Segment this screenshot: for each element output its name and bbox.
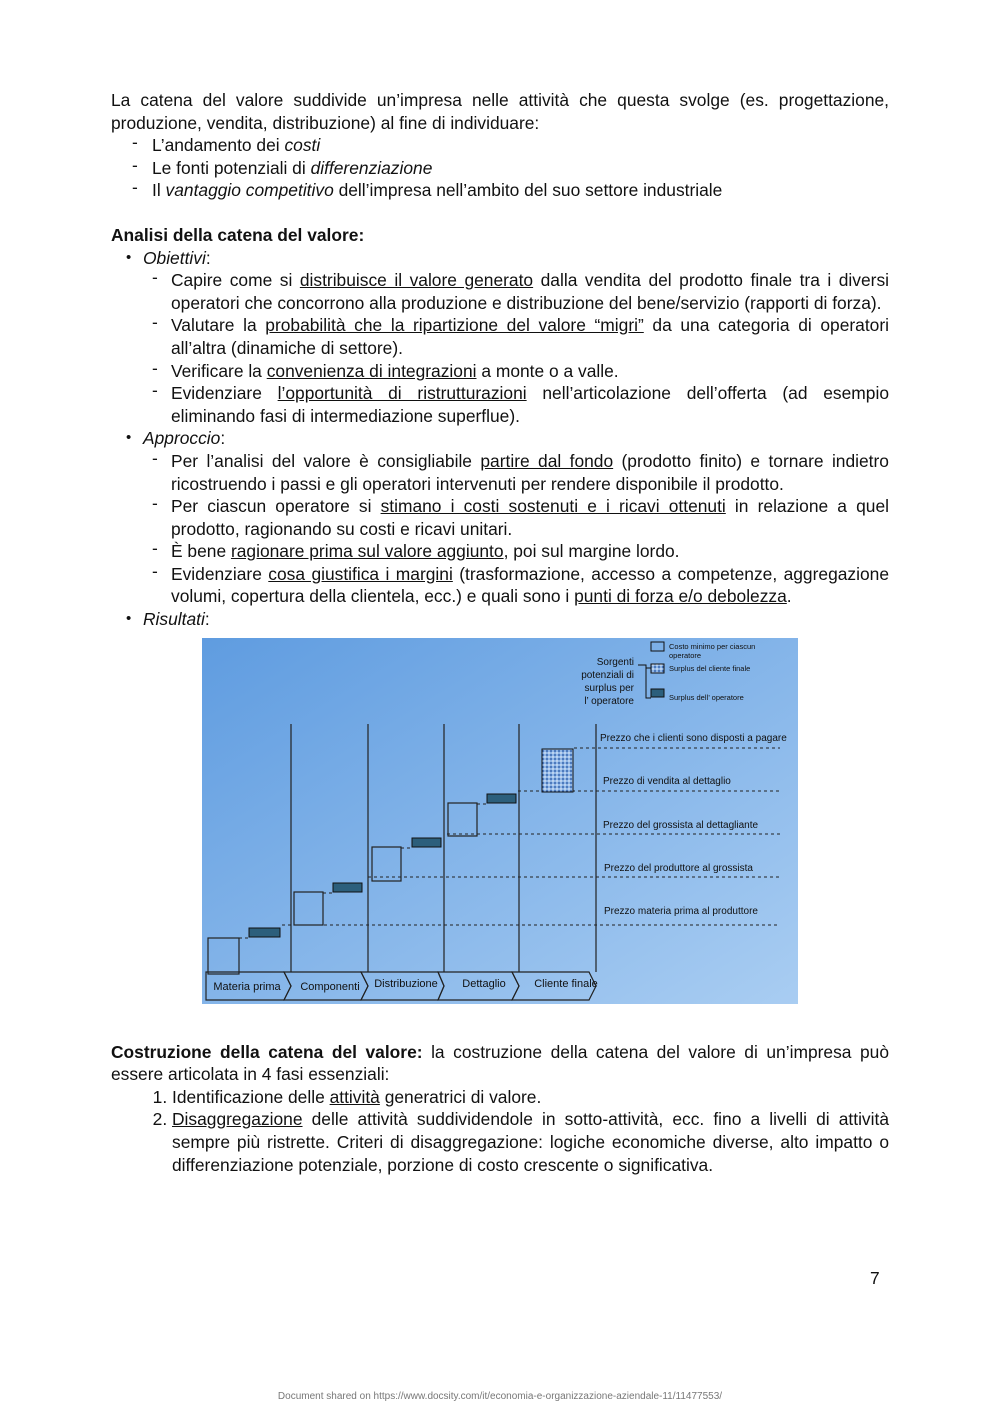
footer-source: Document shared on https://www.docsity.com/it/economia-e-organizzazione-aziendale-11/11477553/ xyxy=(277,1391,723,1402)
legend-title-line: potenziali di xyxy=(581,669,634,681)
stage-label: Componenti xyxy=(300,980,360,993)
operator-surplus-bar xyxy=(487,794,516,803)
legend-title-line: surplus per xyxy=(584,682,634,694)
price-label: Prezzo che i clienti sono disposti a pagare xyxy=(600,732,787,744)
list-item: - È bene ragionare prima sul valore aggiunto, poi sul margine lordo. xyxy=(171,540,889,563)
legend-label: Surplus del cliente finale xyxy=(669,663,751,673)
value-chain-figure xyxy=(111,631,889,1041)
list-item: - Evidenziare l’opportunità di ristrutturazioni nell’articolazione dell’offerta (ad esempio eliminando fasi di intermediazione superflue). xyxy=(171,382,889,427)
list-item: - Valutare la probabilità che la ripartizione del valore “migri” da una categoria di operatori all’altra (dinamiche di settore). xyxy=(171,314,889,359)
list-item: - Evidenziare cosa giustifica i margini (trasformazione, accesso a competenze, aggregazione volumi, copertura della clientela, ecc.) e quali sono i punti di forza e/o debolezza. xyxy=(171,563,889,608)
list-item: 2. Disaggregazione delle attività suddividendole in sotto-attività, ecc. fino a livelli di attività sempre più ristrette. Criteri di disaggregazione: logiche economiche diverse, alto impatto o differenziazione potenziale, porzione di costo crescente o significativa. xyxy=(172,1108,889,1176)
legend-swatch-operator-surplus xyxy=(651,689,664,697)
customer-surplus-block xyxy=(542,749,573,792)
list-item: - Capire come si distribuisce il valore generato dalla vendita del prodotto finale tra i diversi operatori che concorrono alla produzione e distribuzione del bene/servizio (rapporti di forza). xyxy=(171,269,889,314)
section-title-costruzione: Costruzione della catena del valore: xyxy=(111,1041,423,1062)
legend-label: Surplus dell’ operatore xyxy=(669,692,744,702)
approccio-list xyxy=(143,450,889,608)
page-number: 7 xyxy=(870,1268,880,1288)
price-label: Prezzo del produttore al grossista xyxy=(604,862,753,874)
operator-surplus-bar xyxy=(249,928,280,937)
legend-label: Costo minimo per ciascun xyxy=(669,641,756,651)
legend-label: operatore xyxy=(669,650,702,660)
list-item: - Per l’analisi del valore è consigliabile partire dal fondo (prodotto finito) e tornare indietro ricostruendo i passi e gli operatori intervenuti per rendere disponibile il prodotto. xyxy=(171,450,889,495)
list-item: - Per ciascun operatore si stimano i costi sostenuti e i ricavi ottenuti in relazione a quel prodotto, ragionando su costi e ricavi unitari. xyxy=(171,495,889,540)
page-content xyxy=(111,89,889,1176)
stage-label: Materia prima xyxy=(213,980,281,993)
price-label: Prezzo di vendita al dettaglio xyxy=(603,775,731,787)
legend-title-line: l’ operatore xyxy=(584,695,634,707)
operator-surplus-bar xyxy=(412,838,441,847)
analisi-list xyxy=(111,247,889,631)
list-item: - L’andamento dei costi xyxy=(152,134,889,157)
bullet-obiettivi: • Obiettivi: - Capire come si distribuisce il valore generato dalla vendita del prodotto finale tra i diversi operatori che concorrono alla produzione e distribuzione del bene/servizio (rapporti di forza). - Valutare la probabilità che la ripartizione del valore “migri” da una categoria di operatori all’altra (dinamiche di settore). - Verificare la convenienza di integrazioni a monte o a valle. - Evidenziare l’opportunità di ristrutturazioni nell’articolazione dell’offerta (ad esempio eliminando fasi di intermediazione superflue). xyxy=(143,247,889,428)
value-chain-diagram xyxy=(202,638,798,1004)
intro-paragraph: La catena del valore suddivide un’impresa nelle attività che questa svolge (es. progettazione, produzione, vendita, distribuzione) al fine di individuare: xyxy=(111,90,889,133)
list-item: - Verificare la convenienza di integrazioni a monte o a valle. xyxy=(171,360,889,383)
price-label: Prezzo del grossista al dettagliante xyxy=(603,819,759,831)
stage-label: Cliente finale xyxy=(534,977,598,990)
costruzione-paragraph: Costruzione della catena del valore: la costruzione della catena del valore di un’impresa può essere articolata in 4 fasi essenziali: xyxy=(111,1041,889,1085)
list-item: - Il vantaggio competitivo dell’impresa nell’ambito del suo settore industriale xyxy=(152,179,889,202)
obiettivi-list xyxy=(143,269,889,427)
costruzione-steps xyxy=(111,1086,889,1176)
intro-list xyxy=(111,134,889,202)
legend-swatch-customer-surplus xyxy=(651,664,664,673)
bullet-risultati: • Risultati: xyxy=(143,608,889,631)
operator-surplus-bar xyxy=(333,883,362,892)
bullet-approccio: • Approccio: - Per l’analisi del valore è consigliabile partire dal fondo (prodotto finito) e tornare indietro ricostruendo i passi e gli operatori intervenuti per rendere disponibile il prodotto. - Per ciascun operatore si stimano i costi sostenuti e i ricavi ottenuti in relazione a quel prodotto, ragionando su costi e ricavi unitari. - È bene ragionare prima sul valore aggiunto, poi sul margine lordo. - Evidenziare cosa giustifica i margini (trasformazione, accesso a competenze, aggregazione volumi, copertura della clientela, ecc.) e quali sono i punti di forza e/o debolezza. xyxy=(143,427,889,608)
list-item: 1. Identificazione delle attività generatrici di valore. xyxy=(172,1086,889,1109)
legend-title-line: Sorgenti xyxy=(596,656,634,668)
stage-label: Dettaglio xyxy=(462,977,506,990)
section-title-analisi: Analisi della catena del valore: xyxy=(111,224,365,245)
list-item: - Le fonti potenziali di differenziazione xyxy=(152,157,889,180)
stage-label: Distribuzione xyxy=(374,977,438,990)
price-label: Prezzo materia prima al produttore xyxy=(604,905,758,917)
